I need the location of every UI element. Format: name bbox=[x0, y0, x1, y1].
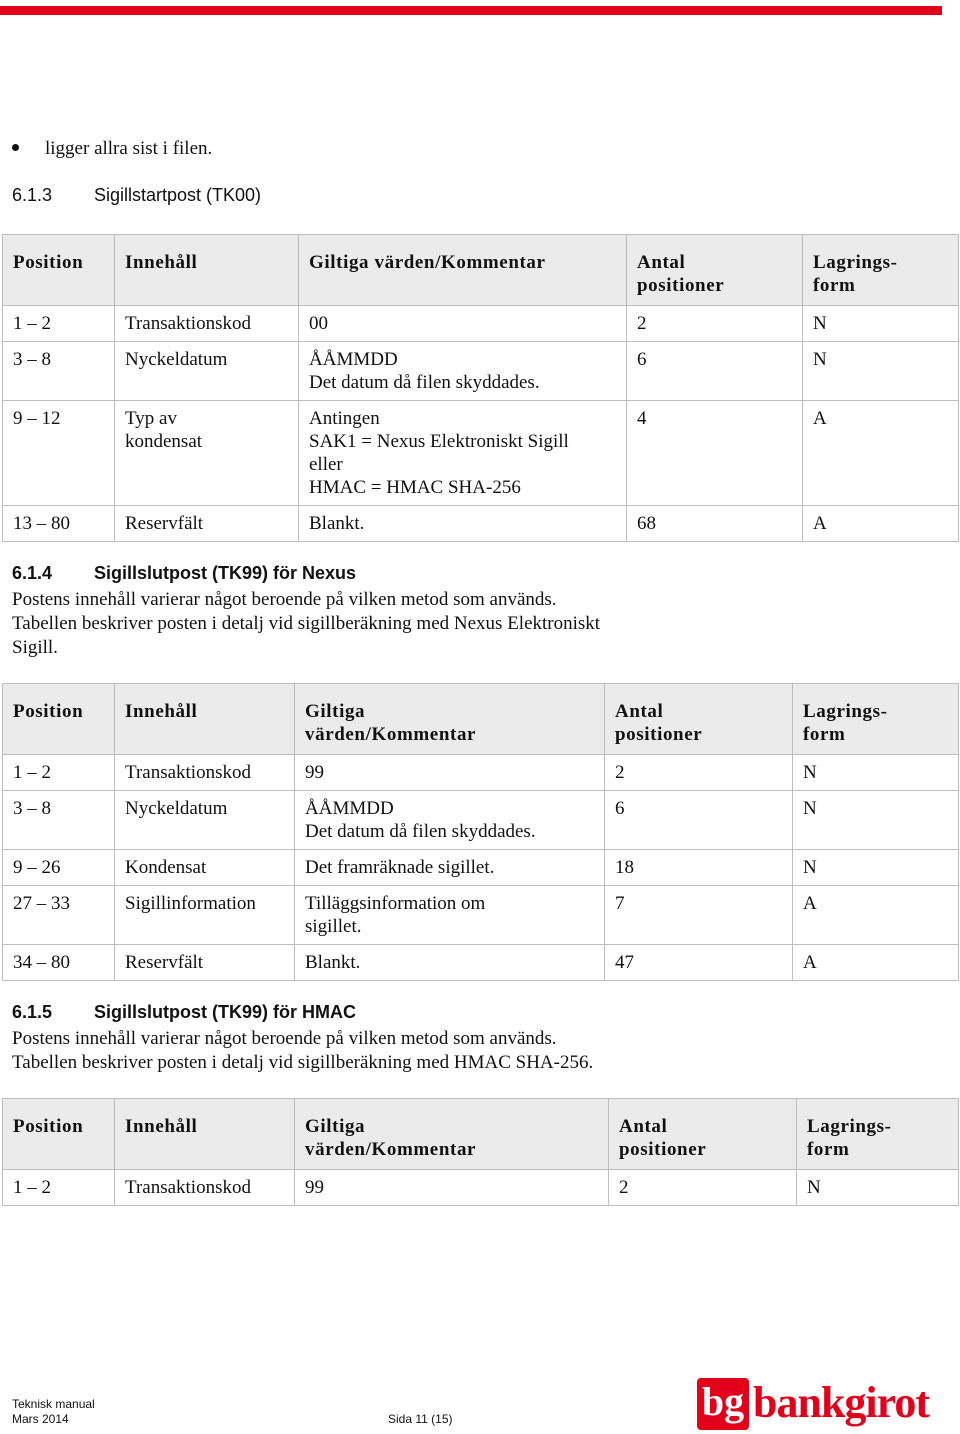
cell-line: A bbox=[803, 952, 817, 973]
cell-line: 99 bbox=[305, 762, 324, 783]
cell-line: Nyckeldatum bbox=[125, 798, 228, 819]
table-cell-count bbox=[627, 506, 803, 542]
cell-line: Nyckeldatum bbox=[125, 349, 228, 370]
cell-line: Lagrings- bbox=[813, 252, 898, 273]
column-header bbox=[3, 1099, 115, 1170]
cell-line: 99 bbox=[305, 1177, 324, 1198]
column-header bbox=[797, 1099, 959, 1170]
section-paragraph bbox=[12, 1027, 942, 1075]
table-row bbox=[3, 342, 959, 401]
table-cell-comment bbox=[295, 791, 605, 850]
cell-line: A bbox=[803, 893, 817, 914]
cell-line: positioner bbox=[615, 724, 703, 745]
table-cell-content bbox=[115, 342, 299, 401]
section-number: 6.1.5 bbox=[12, 1002, 53, 1022]
cell-line: Antal bbox=[637, 252, 686, 273]
cell-line: ÅÅMMDD bbox=[305, 798, 394, 819]
table-cell-comment bbox=[295, 755, 605, 791]
table-cell-form bbox=[803, 342, 959, 401]
cell-line: Antingen bbox=[309, 408, 380, 429]
table-cell-form bbox=[793, 755, 959, 791]
column-header bbox=[605, 684, 793, 755]
cell-line: 2 bbox=[619, 1177, 629, 1198]
table-cell-content bbox=[115, 945, 295, 981]
cell-line: Det datum då filen skyddades. bbox=[309, 372, 540, 393]
column-header bbox=[609, 1099, 797, 1170]
cell-line: 3 – 8 bbox=[13, 798, 51, 819]
footer-date: Mars 2014 bbox=[12, 1412, 69, 1426]
table-cell-comment bbox=[295, 886, 605, 945]
cell-line: eller bbox=[309, 454, 343, 475]
table-cell-count bbox=[605, 945, 793, 981]
cell-line: Transaktionskod bbox=[125, 313, 251, 334]
cell-line: Transaktionskod bbox=[125, 1177, 251, 1198]
table-cell-pos bbox=[3, 401, 115, 506]
table-cell-form bbox=[793, 886, 959, 945]
cell-line: värden/Kommentar bbox=[305, 724, 477, 745]
cell-line: Position bbox=[13, 1116, 84, 1137]
table-row bbox=[3, 506, 959, 542]
cell-line: form bbox=[813, 275, 856, 296]
table-cell-comment bbox=[295, 945, 605, 981]
table-cell-form bbox=[803, 506, 959, 542]
section-number: 6.1.4 bbox=[12, 563, 53, 583]
table-header-row bbox=[3, 684, 959, 755]
cell-line: Blankt. bbox=[305, 952, 361, 973]
cell-line: Tilläggsinformation om bbox=[305, 893, 486, 914]
table-cell-pos bbox=[3, 945, 115, 981]
cell-line: 1 – 2 bbox=[13, 313, 51, 334]
logo-wordmark: bankgirot bbox=[753, 1378, 930, 1427]
cell-line: form bbox=[803, 724, 846, 745]
column-header bbox=[295, 1099, 609, 1170]
table-cell-content bbox=[115, 755, 295, 791]
table-cell-comment bbox=[299, 506, 627, 542]
cell-line: Giltiga värden/Kommentar bbox=[309, 252, 546, 273]
cell-line: värden/Kommentar bbox=[305, 1139, 477, 1160]
footer-page-number: Sida 11 (15) bbox=[388, 1412, 453, 1426]
table-cell-pos bbox=[3, 506, 115, 542]
section-heading-6-1-3 bbox=[12, 185, 261, 206]
table-cell-content bbox=[115, 306, 299, 342]
table-row bbox=[3, 306, 959, 342]
cell-line: 1 – 2 bbox=[13, 1177, 51, 1198]
section-heading-6-1-4 bbox=[12, 563, 356, 584]
table-cell-form bbox=[803, 401, 959, 506]
cell-line: Innehåll bbox=[125, 1116, 198, 1137]
cell-line: Det datum då filen skyddades. bbox=[305, 821, 536, 842]
table-cell-count bbox=[605, 755, 793, 791]
cell-line: A bbox=[813, 513, 827, 534]
table-cell-count bbox=[627, 306, 803, 342]
table-cell-content bbox=[115, 506, 299, 542]
cell-line: N bbox=[803, 762, 817, 783]
cell-line: Antal bbox=[619, 1116, 668, 1137]
section-paragraph bbox=[12, 588, 942, 660]
table-cell-count bbox=[627, 401, 803, 506]
cell-line: Kondensat bbox=[125, 857, 207, 878]
table-cell-count bbox=[627, 342, 803, 401]
cell-line: N bbox=[813, 349, 827, 370]
table-cell-count bbox=[605, 791, 793, 850]
table-row bbox=[3, 945, 959, 981]
cell-line: Typ av bbox=[125, 408, 177, 429]
table-cell-comment bbox=[299, 306, 627, 342]
paragraph-line: Postens innehåll varierar något beroende på vilken metod som används. bbox=[12, 589, 557, 610]
cell-line: A bbox=[813, 408, 827, 429]
table-cell-form bbox=[793, 945, 959, 981]
cell-line: Innehåll bbox=[125, 252, 198, 273]
section-title: Sigillslutpost (TK99) för Nexus bbox=[94, 563, 357, 583]
cell-line: N bbox=[803, 857, 817, 878]
cell-line: 34 – 80 bbox=[13, 952, 70, 973]
cell-line: 3 – 8 bbox=[13, 349, 51, 370]
section-title: Sigillslutpost (TK99) för HMAC bbox=[94, 1002, 356, 1022]
cell-line: 6 bbox=[637, 349, 647, 370]
cell-line: Det framräknade sigillet. bbox=[305, 857, 495, 878]
bankgirot-logo bbox=[697, 1378, 941, 1430]
table-row bbox=[3, 791, 959, 850]
footer-manual: Teknisk manual bbox=[12, 1397, 95, 1411]
table-cell-count bbox=[609, 1170, 797, 1206]
cell-line: 00 bbox=[309, 313, 328, 334]
table-header-row bbox=[3, 235, 959, 306]
paragraph-line: Postens innehåll varierar något beroende på vilken metod som används. bbox=[12, 1028, 557, 1049]
cell-line: 47 bbox=[615, 952, 634, 973]
table-cell-form bbox=[797, 1170, 959, 1206]
cell-line: HMAC = HMAC SHA-256 bbox=[309, 477, 521, 498]
table-cell-comment bbox=[295, 1170, 609, 1206]
column-header bbox=[793, 684, 959, 755]
section-heading-6-1-5 bbox=[12, 1002, 356, 1023]
table-cell-pos bbox=[3, 791, 115, 850]
table-cell-count bbox=[605, 886, 793, 945]
cell-line: Position bbox=[13, 701, 84, 722]
table-row bbox=[3, 886, 959, 945]
table-cell-pos bbox=[3, 850, 115, 886]
cell-line: Position bbox=[13, 252, 84, 273]
cell-line: SAK1 = Nexus Elektroniskt Sigill bbox=[309, 431, 569, 452]
table-sigillslutpost-hmac bbox=[2, 1098, 959, 1206]
cell-line: 1 – 2 bbox=[13, 762, 51, 783]
cell-line: positioner bbox=[619, 1139, 707, 1160]
column-header bbox=[803, 235, 959, 306]
table-cell-comment bbox=[295, 850, 605, 886]
cell-line: N bbox=[803, 798, 817, 819]
cell-line: Giltiga bbox=[305, 1116, 366, 1137]
table-sigillslutpost-nexus bbox=[2, 683, 959, 981]
cell-line: N bbox=[813, 313, 827, 334]
table-cell-pos bbox=[3, 342, 115, 401]
paragraph-line: Sigill. bbox=[12, 637, 58, 658]
cell-line: 9 – 26 bbox=[13, 857, 61, 878]
bullet-icon bbox=[12, 144, 19, 151]
bullet-text: ligger allra sist i filen. bbox=[45, 138, 213, 159]
cell-line: 6 bbox=[615, 798, 625, 819]
column-header bbox=[115, 684, 295, 755]
table-cell-pos bbox=[3, 306, 115, 342]
table-cell-form bbox=[793, 850, 959, 886]
table-cell-form bbox=[793, 791, 959, 850]
cell-line: 4 bbox=[637, 408, 647, 429]
table-cell-pos bbox=[3, 886, 115, 945]
table-cell-content bbox=[115, 401, 299, 506]
column-header bbox=[627, 235, 803, 306]
table-cell-content bbox=[115, 886, 295, 945]
column-header bbox=[3, 684, 115, 755]
cell-line: Giltiga bbox=[305, 701, 366, 722]
table-cell-pos bbox=[3, 1170, 115, 1206]
table-row bbox=[3, 1170, 959, 1206]
cell-line: Transaktionskod bbox=[125, 762, 251, 783]
column-header bbox=[115, 235, 299, 306]
cell-line: 13 – 80 bbox=[13, 513, 70, 534]
cell-line: 9 – 12 bbox=[13, 408, 61, 429]
paragraph-line: Tabellen beskriver posten i detalj vid sigillberäkning med HMAC SHA-256. bbox=[12, 1052, 594, 1073]
cell-line: sigillet. bbox=[305, 916, 362, 937]
logo-mark-icon: bg bbox=[697, 1378, 749, 1430]
column-header bbox=[3, 235, 115, 306]
cell-line: 18 bbox=[615, 857, 634, 878]
table-header-row bbox=[3, 1099, 959, 1170]
table-cell-comment bbox=[299, 401, 627, 506]
cell-line: Antal bbox=[615, 701, 664, 722]
table-cell-comment bbox=[299, 342, 627, 401]
column-header bbox=[115, 1099, 295, 1170]
cell-line: Reservfält bbox=[125, 952, 204, 973]
cell-line: N bbox=[807, 1177, 821, 1198]
bullet-item bbox=[12, 138, 212, 160]
cell-line: positioner bbox=[637, 275, 725, 296]
cell-line: 68 bbox=[637, 513, 656, 534]
cell-line: kondensat bbox=[125, 431, 203, 452]
cell-line: 7 bbox=[615, 893, 625, 914]
table-row bbox=[3, 401, 959, 506]
section-number: 6.1.3 bbox=[12, 185, 53, 205]
table-cell-content bbox=[115, 850, 295, 886]
table-row bbox=[3, 755, 959, 791]
table-cell-content bbox=[115, 1170, 295, 1206]
column-header bbox=[295, 684, 605, 755]
section-title: Sigillstartpost (TK00) bbox=[94, 185, 262, 205]
table-cell-content bbox=[115, 791, 295, 850]
cell-line: Lagrings- bbox=[803, 701, 888, 722]
cell-line: 2 bbox=[637, 313, 647, 334]
cell-line: Sigillinformation bbox=[125, 893, 256, 914]
table-cell-pos bbox=[3, 755, 115, 791]
table-cell-form bbox=[803, 306, 959, 342]
cell-line: Reservfält bbox=[125, 513, 204, 534]
top-accent-bar bbox=[0, 6, 942, 15]
table-cell-count bbox=[605, 850, 793, 886]
cell-line: Lagrings- bbox=[807, 1116, 892, 1137]
cell-line: 27 – 33 bbox=[13, 893, 70, 914]
column-header bbox=[299, 235, 627, 306]
cell-line: 2 bbox=[615, 762, 625, 783]
cell-line: Innehåll bbox=[125, 701, 198, 722]
table-row bbox=[3, 850, 959, 886]
cell-line: Blankt. bbox=[309, 513, 365, 534]
cell-line: ÅÅMMDD bbox=[309, 349, 398, 370]
paragraph-line: Tabellen beskriver posten i detalj vid sigillberäkning med Nexus Elektroniskt bbox=[12, 613, 601, 634]
cell-line: form bbox=[807, 1139, 850, 1160]
table-sigillstartpost bbox=[2, 234, 959, 542]
